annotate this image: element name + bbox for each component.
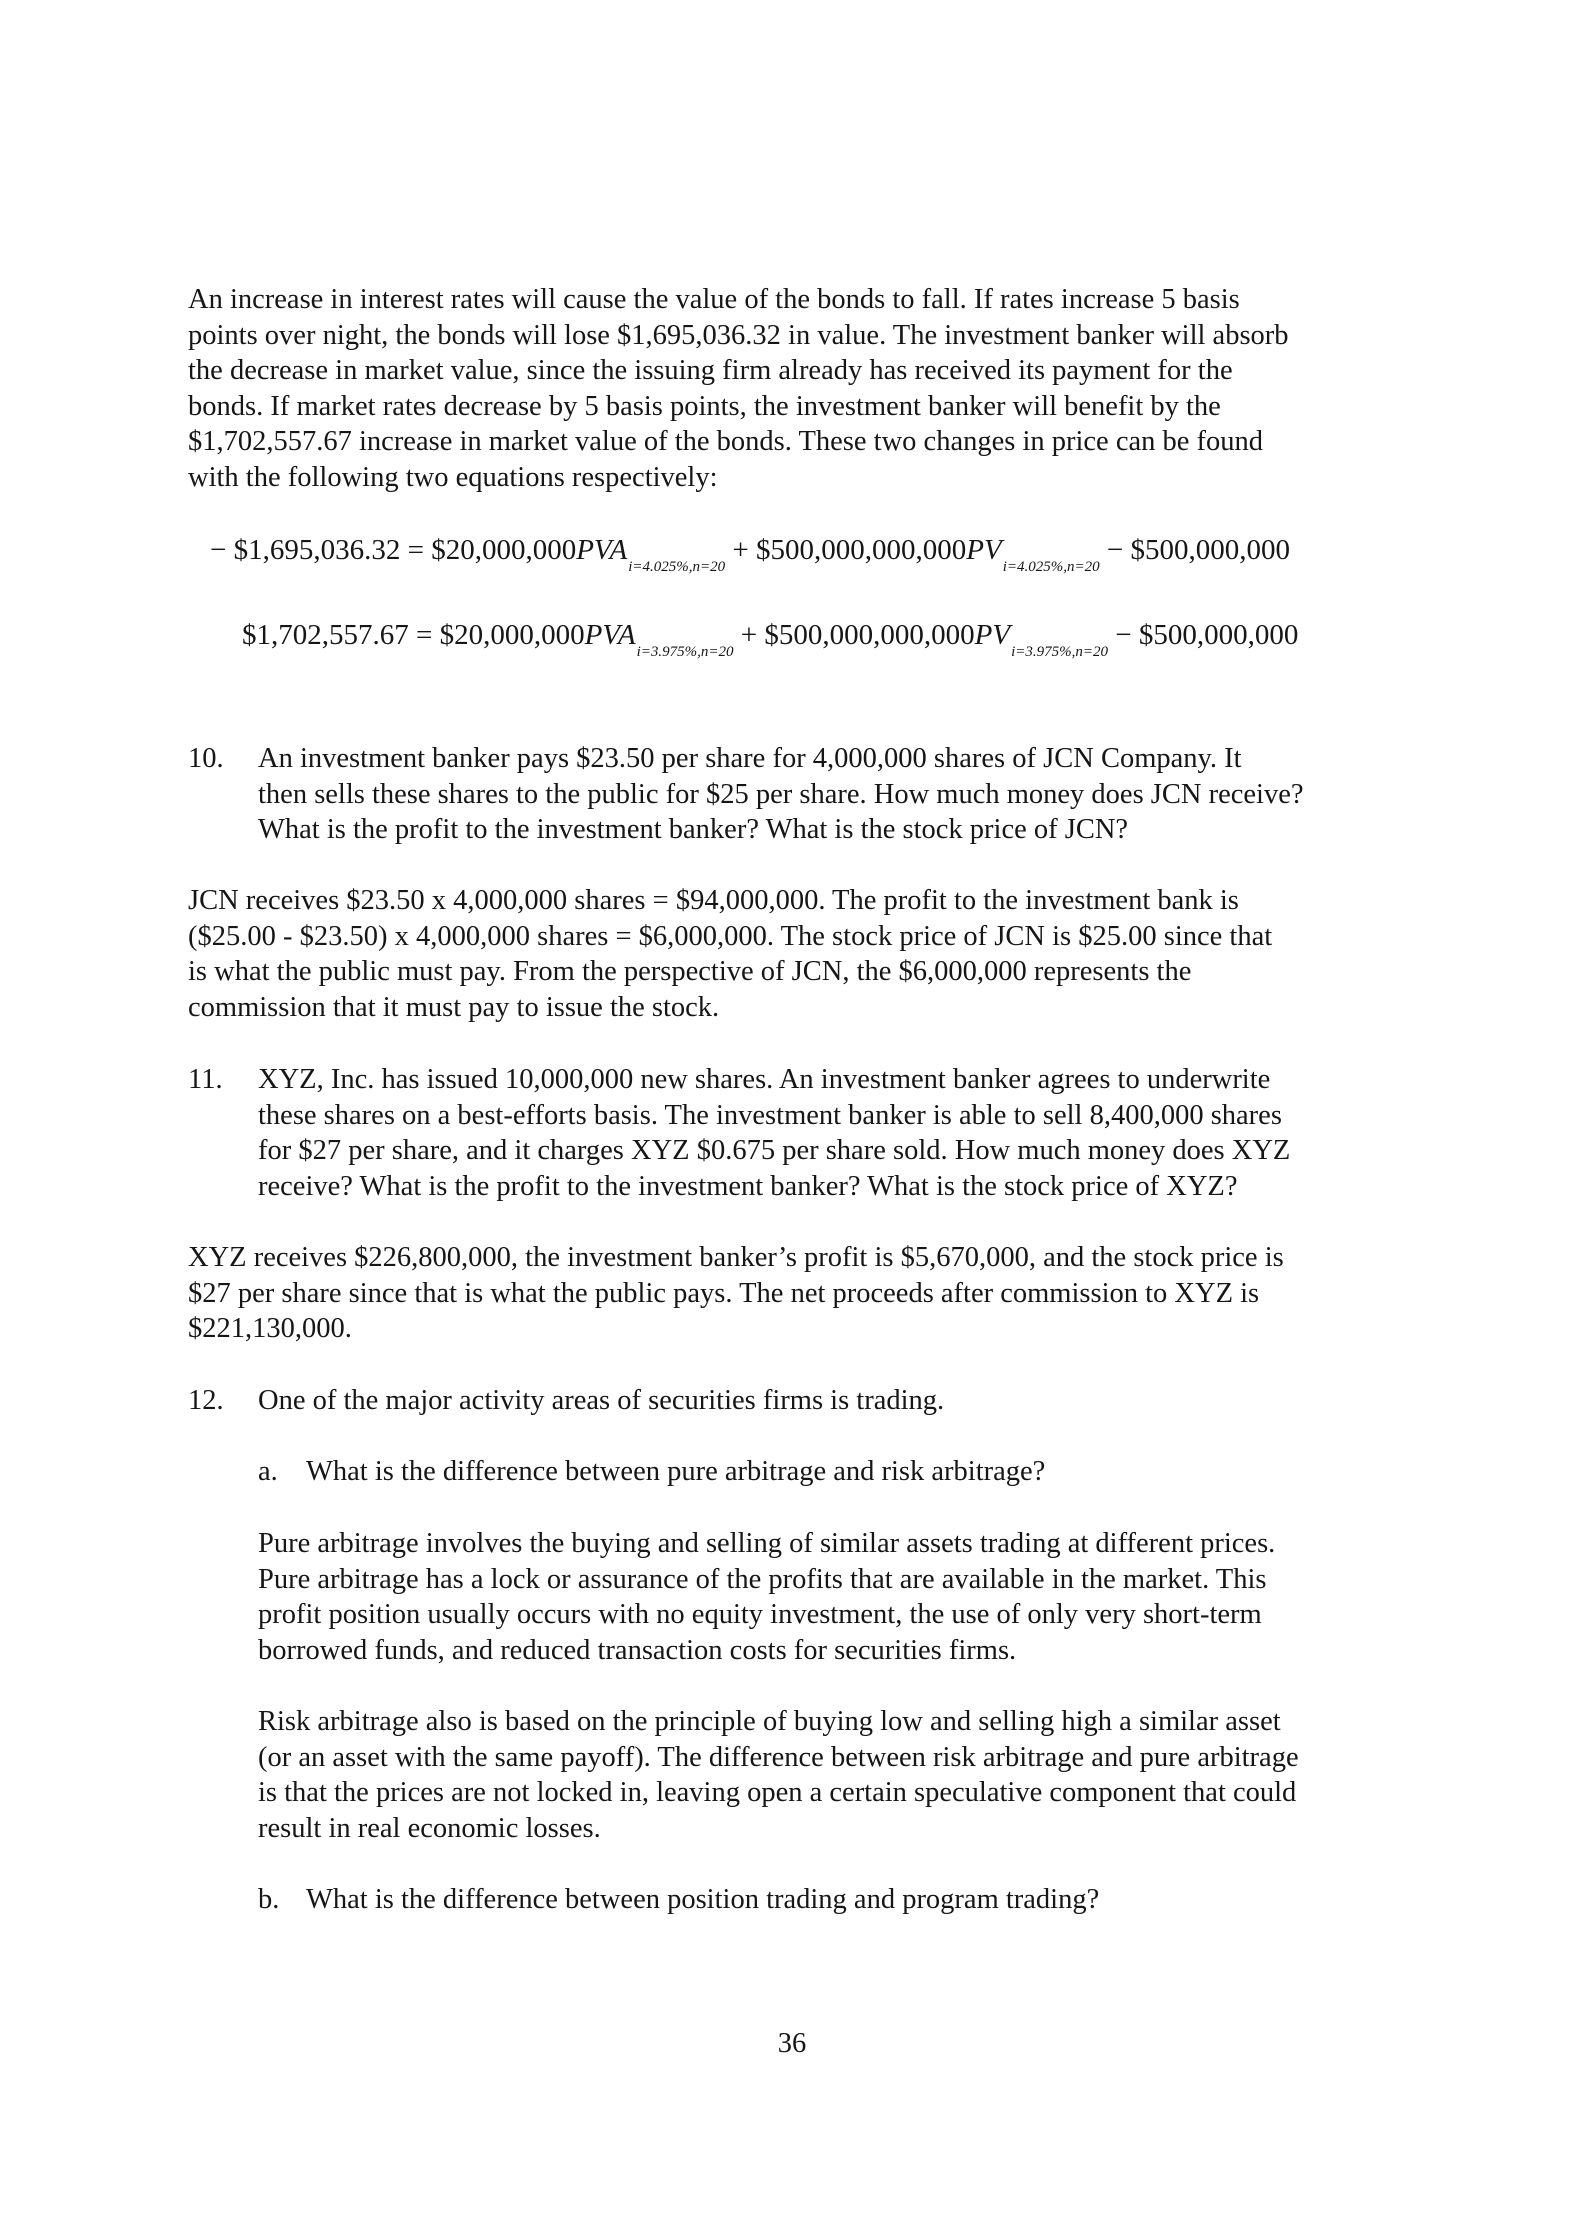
text-line: is what the public must pay. From the perspective of JCN, the $6,000,000 represents the — [188, 956, 1192, 987]
equation-mid: + $500,000,000,000 — [733, 619, 975, 651]
text-line: for $27 per share, and it charges XYZ $0.675 per share sold. How much money does XYZ — [258, 1135, 1291, 1166]
question-number: 11. — [188, 1064, 223, 1095]
equation-subscript: i=4.025%,n=20 — [628, 559, 726, 575]
equation-rhs: − $500,000,000 — [1108, 619, 1299, 651]
answer-12a-paragraph-1 — [258, 1526, 1275, 1668]
text-line: is that the prices are not locked in, leaving open a certain speculative component that could — [258, 1777, 1297, 1808]
text-line: points over night, the bonds will lose $1,695,036.32 in value. The investment banker will absorb — [188, 319, 1289, 351]
answer-12a-paragraph-2 — [258, 1704, 1299, 1846]
text-line: $221,130,000. — [188, 1313, 352, 1344]
text-line: JCN receives $23.50 x 4,000,000 shares = $94,000,000. The profit to the investment bank is — [188, 885, 1239, 916]
question-number: 12. — [188, 1385, 224, 1416]
subquestion-letter: b. — [258, 1884, 280, 1915]
question-12a-text: What is the difference between pure arbitrage and risk arbitrage? — [306, 1456, 1046, 1487]
question-10-text — [258, 741, 1304, 848]
text-line: An investment banker pays $23.50 per share for 4,000,000 shares of JCN Company. It — [258, 743, 1242, 774]
answer-11 — [188, 1240, 1428, 1347]
equation-subscript: i=4.025%,n=20 — [1002, 559, 1100, 575]
equation-pva: PVA — [576, 534, 628, 566]
text-line: result in real economic losses. — [258, 1812, 601, 1844]
question-number: 10. — [188, 743, 224, 774]
equation-lhs: $1,702,557.67 = $20,000,000 — [242, 619, 585, 651]
text-line: One of the major activity areas of securities firms is trading. — [258, 1385, 945, 1416]
text-line: XYZ, Inc. has issued 10,000,000 new shares. An investment banker agrees to underwrite — [258, 1064, 1271, 1095]
question-11-text — [258, 1062, 1290, 1204]
equation-1 — [210, 532, 1290, 585]
text-line: $1,702,557.67 increase in market value of the bonds. These two changes in price can be found — [188, 426, 1264, 457]
question-12-text — [258, 1383, 944, 1419]
text-line: Pure arbitrage involves the buying and selling of similar assets trading at different prices. — [258, 1528, 1276, 1559]
equation-pva: PVA — [584, 619, 636, 651]
equation-2 — [242, 617, 1298, 670]
answer-10 — [188, 883, 1428, 1025]
text-line: (or an asset with the same payoff). The difference between risk arbitrage and pure arbitrage — [258, 1741, 1299, 1773]
subquestion-letter: a. — [258, 1456, 278, 1487]
equation-pv: PV — [974, 619, 1011, 651]
text-line: commission that it must pay to issue the stock. — [188, 991, 720, 1023]
text-line: the decrease in market value, since the issuing firm already has received its payment for the — [188, 355, 1233, 386]
text-line: with the following two equations respectively: — [188, 461, 718, 493]
equation-lhs: − $1,695,036.32 = $20,000,000 — [210, 534, 577, 566]
text-line: $27 per share since that is what the public pays. The net proceeds after commission to XYZ is — [188, 1277, 1260, 1309]
text-line: then sells these shares to the public for $25 per share. How much money does JCN receive? — [258, 778, 1304, 810]
text-line: borrowed funds, and reduced transaction costs for securities firms. — [258, 1634, 1017, 1666]
text-line: ($25.00 - $23.50) x 4,000,000 shares = $6,000,000. The stock price of JCN is $25.00 since that — [188, 920, 1273, 952]
text-line: bonds. If market rates decrease by 5 basis points, the investment banker will benefit by the — [188, 390, 1221, 422]
text-line: these shares on a best-efforts basis. The investment banker is able to sell 8,400,000 shares — [258, 1099, 1282, 1131]
text-line: receive? What is the profit to the investment banker? What is the stock price of XYZ? — [258, 1170, 1238, 1202]
equation-subscript: i=3.975%,n=20 — [1011, 644, 1108, 660]
text-line: Pure arbitrage has a lock or assurance of the profits that are available in the market. This — [258, 1563, 1267, 1595]
equation-rhs: − $500,000,000 — [1099, 534, 1290, 566]
intro-paragraph — [188, 282, 1428, 495]
text-line: XYZ receives $226,800,000, the investment banker’s profit is $5,670,000, and the stock price is — [188, 1242, 1284, 1273]
text-line: Risk arbitrage also is based on the principle of buying low and selling high a similar asset — [258, 1706, 1281, 1737]
equation-pv: PV — [966, 534, 1002, 566]
text-line: What is the profit to the investment banker? What is the stock price of JCN? — [258, 814, 1129, 845]
equation-mid: + $500,000,000,000 — [725, 534, 967, 566]
page-number: 36 — [777, 2028, 807, 2059]
question-12b-text: What is the difference between position trading and program trading? — [306, 1884, 1100, 1915]
text-line: profit position usually occurs with no equity investment, the use of only very short-term — [258, 1599, 1262, 1630]
equation-subscript: i=3.975%,n=20 — [636, 644, 734, 660]
text-line: An increase in interest rates will cause the value of the bonds to fall. If rates increase 5 basis — [188, 284, 1240, 315]
